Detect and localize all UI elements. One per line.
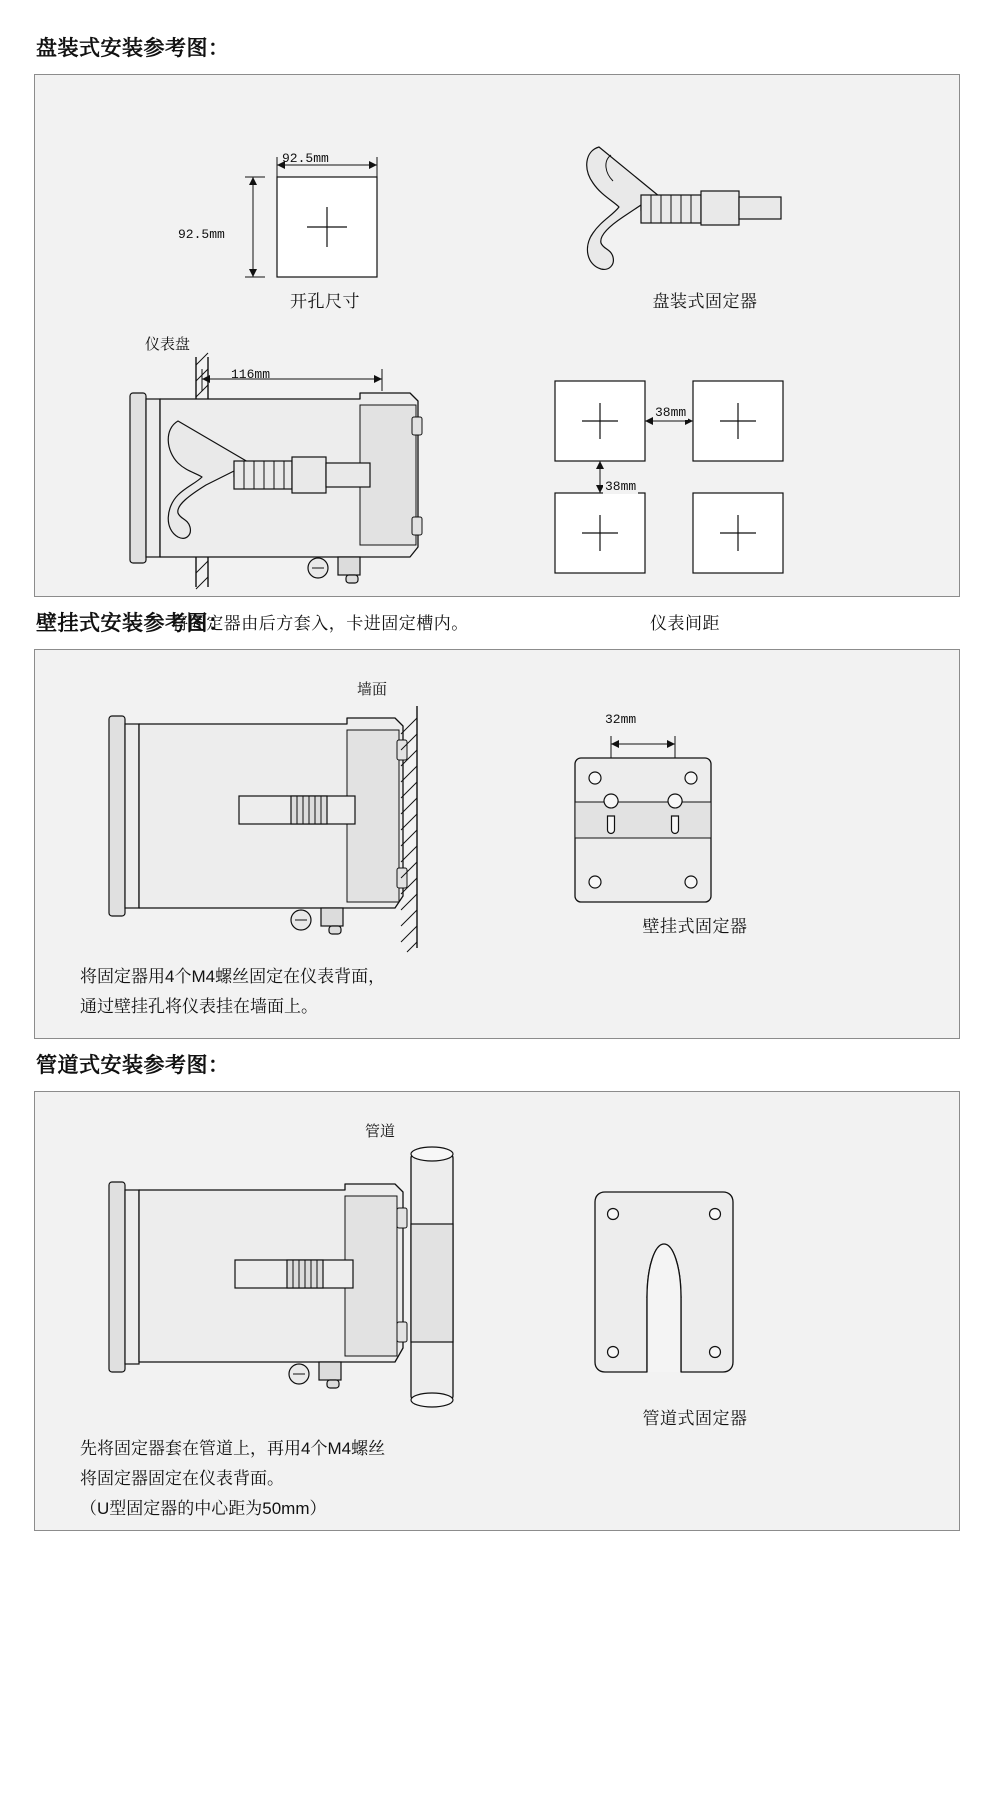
spacing-caption: 仪表间距 (650, 614, 720, 633)
panel-fixer-caption: 盘装式固定器 (652, 292, 758, 311)
wall-mount-diagram (34, 649, 960, 1039)
wall-bracket-caption: 壁挂式固定器 (642, 917, 748, 936)
cutout-drawing (215, 125, 515, 305)
pipe-bracket-caption: 管道式固定器 (642, 1409, 748, 1428)
panel-side-view-drawing (110, 347, 530, 607)
pipe-side-view-drawing (95, 1142, 515, 1412)
spacing-drawing (525, 365, 845, 585)
pipe-mount-instruction (80, 1434, 385, 1524)
section-wall-mount (34, 607, 960, 1039)
wall-instruction-line-1: 将固定器用4个M4螺丝固定在仪表背面， (80, 967, 386, 986)
pipe-instruction-line-2: 将固定器固定在仪表背面。 (80, 1469, 284, 1488)
spacing-v-dim: 38mm (605, 479, 637, 494)
panel-fixer-drawing (555, 135, 855, 285)
cutout-height-dim: 92.5mm (178, 227, 225, 242)
section-pipe-mount (34, 1049, 960, 1531)
pipe-bracket-drawing (555, 1170, 835, 1400)
panel-mount-instruction: 将固定器由后方套入，卡进固定槽内。 (171, 614, 469, 633)
wall-label: 墙面 (357, 681, 388, 698)
pipe-label: 管道 (365, 1123, 396, 1140)
pipe-instruction-line-1: 先将固定器套在管道上，再用4个M4螺丝 (80, 1439, 386, 1458)
cutout-caption: 开孔尺寸 (290, 292, 360, 311)
cutout-width-dim: 92.5mm (282, 151, 329, 166)
section-title-panel-mount: 盘装式安装参考图： (36, 37, 230, 60)
section-title-pipe-mount: 管道式安装参考图： (36, 1054, 230, 1077)
wall-side-view-drawing (95, 700, 515, 960)
wall-mount-instruction (80, 962, 385, 1022)
wall-bracket-drawing (545, 710, 845, 930)
wall-instruction-line-2: 通过壁挂孔将仪表挂在墙面上。 (80, 997, 318, 1016)
section-title-wall-mount: 壁挂式安装参考图： (36, 612, 230, 635)
depth-dim: 116mm (231, 367, 271, 382)
pipe-mount-diagram (34, 1091, 960, 1531)
spacing-h-dim: 38mm (655, 405, 687, 420)
instrument-panel-label: 仪表盘 (145, 336, 191, 353)
wall-bracket-dim: 32mm (605, 712, 637, 727)
pipe-instruction-line-3: （U型固定器的中心距为50mm） (80, 1499, 327, 1518)
